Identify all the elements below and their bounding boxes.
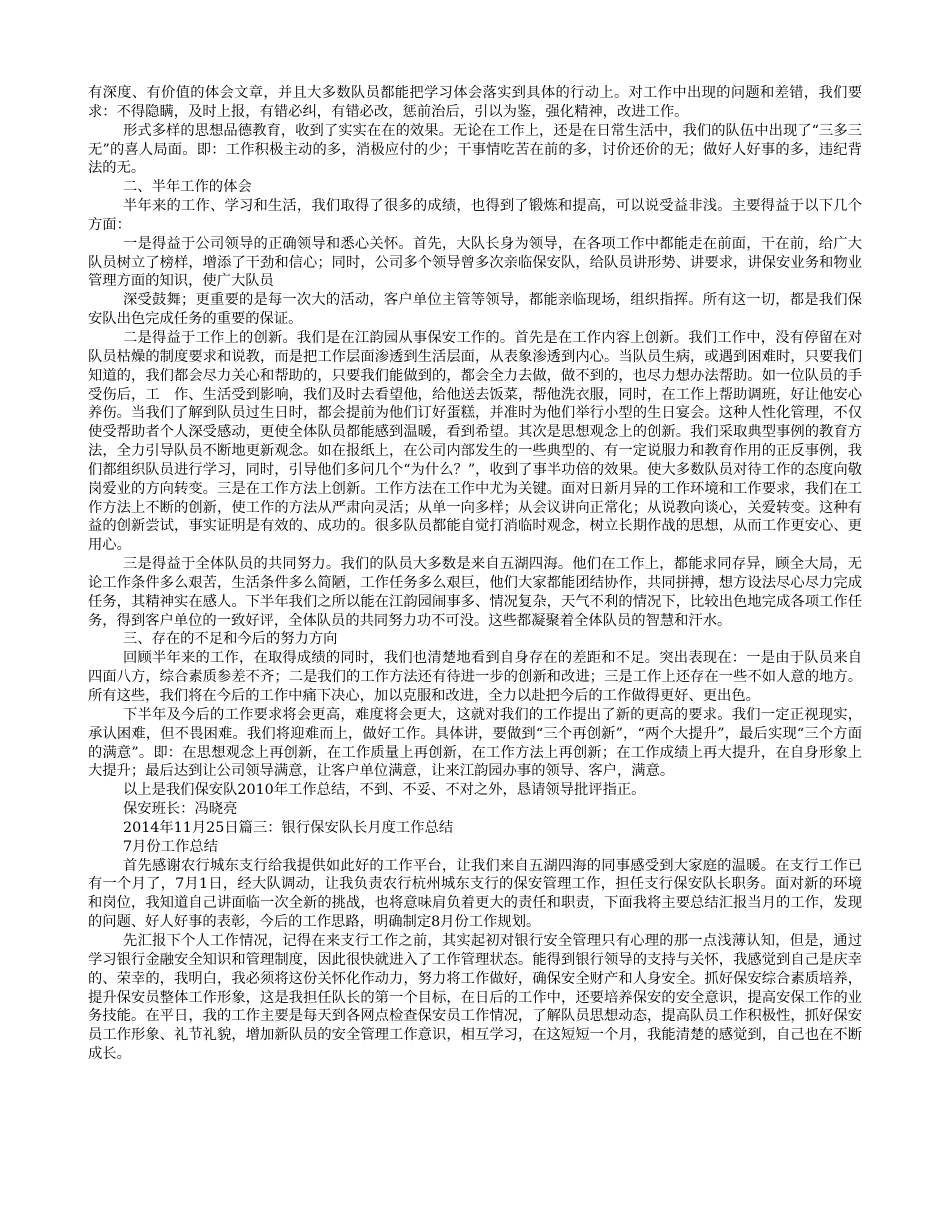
section-heading: 三、存在的不足和今后的努力方向 xyxy=(123,631,338,648)
paragraph: 回顾半年来的工作，在取得成绩的同时，我们也清楚地看到自身存在的差距和不足。突出表现在：一是由于队员来自四面八方，综合素质参差不齐；二是我们的工作方法还有待进一步的创新和改进；三是工作上还存在一些不如人意的地方。所有这些，我们将在今后的工作中痛下决心，加以克服和改进，全力以赴把今后的工作做得更好、更出色。 xyxy=(88,650,862,704)
paragraph: 先汇报下个人工作情况，记得在来支行工作之前，其实起初对银行安全管理只有心理的那一点浅薄认知，但是，通过学习银行金融安全知识和管理制度，因此很快就进入了工作管理状态。能得到银行领导的支持与关怀，我感觉到自己是庆幸的、荣幸的，我明白，我必须将这份关怀化作动力，努力将工作做好，确保安全财产和人身安全。抓好保安综合素质培养，提升保安员整体工作形象，这是我担任队长的第一个目标，在日后的工作中，还要培养保安的安全意识，提高安保工作的业务技能。在平日，我的工作主要是每天到各网点检查保安员工作情况，了解队员思想动态，提高队员工作积极性，抓好保安员工作形象、礼节礼貌，增加新队员的安全管理工作意识，相互学习，在这短短一个月，我能清楚的感觉到，自己也在不断成长。 xyxy=(88,932,862,1063)
section-heading: 二、半年工作的体会 xyxy=(123,179,252,196)
paragraph: 形式多样的思想品德教育，收到了实实在在的效果。无论在工作上，还是在日常生活中，我们的队伍中出现了“三多三无”的喜人局面。即：工作积极主动的多，消极应付的少；干事情吃苦在前的多，讨价还价的无；做好人好事的多，违纪背法的无。 xyxy=(88,122,862,177)
paragraph: 深受鼓舞；更重要的是每一次大的活动，客户单位主管等领导，都能亲临现场，组织指挥。所有这一切，都是我们保安队出色完成任务的重要的保证。 xyxy=(88,292,862,328)
date-title-line: 2014年11月25日篇三：银行保安队长月度工作总结 xyxy=(123,819,454,836)
paragraph: 有深度、有价值的体会文章，并且大多数队员都能把学习体会落实到具体的行动上。对工作中出现的问题和差错，我们要求：不得隐瞒，及时上报，有错必纠，有错必改，惩前治后，引以为鉴，强化精神，改进工作。 xyxy=(88,85,862,120)
paragraph: 下半年及今后的工作要求将会更高，难度将会更大，这就对我们的工作提出了新的更高的要求。我们一定正视现实，承认困难，但不畏困难。我们将迎难而上，做好工作。具体讲，要做到“三个再创新”，“两个大提升”，最后实现“三个方面的满意”。即：在思想观念上再创新，在工作质量上再创新，在工作方法上再创新；在工作成绩上再大提升，在自身形象上大提升；最后达到让公司领导满意，让客户单位满意，让来江韵园办事的领导、客户，满意。 xyxy=(88,706,862,780)
paragraph: 一是得益于公司领导的正确领导和悉心关怀。首先，大队长身为领导，在各项工作中都能走在前面，干在前，给广大队员树立了榜样，增添了干劲和信心；同时，公司多个领导曾多次亲临保安队，给队员讲形势、讲要求，讲保安业务和物业管理方面的知识，使广大队员 xyxy=(88,235,862,290)
paragraph: 二是得益于工作上的创新。我们是在江韵园从事保安工作的。首先是在工作内容上创新。我们工作中，没有停留在对队员枯燥的制度要求和说教，而是把工作层面渗透到生活层面，从表象渗透到内心。当队员生病，或遇到困难时，只要我们知道的，我们都会尽力关心和帮助的，只要我们能做到的，都会全力去做，做不到的，也尽力想办法帮助。如一位队员的手受伤后，工 作、生活受到影响，我们及时去看望他，给他送去饭菜，帮他洗衣服，同时，在工作上帮助调班，好让他安心养伤。当我们了解到队员过生日时，都会提前为他们订好蛋糕，并准时为他们举行小型的生日宴会。这种人性化管理，不仅使受帮助者个人深受感动，更使全体队员都能感到温暖，看到希望。其次是思想观念上的创新。我们采取典型事例的教育方法，全力引导队员不断地更新观念。如在报纸上，在公司内部发生的一些典型的、有一定说服力和教育作用的正反事例，我们都组织队员进行学习，同时，引导他们多问几个“为什么？”，收到了事半功倍的效果。使大多数队员对待工作的态度向敬岗爱业的方向转变。三是在工作方法上创新。工作方法在工作中尤为关键。面对日新月异的工作环境和工作要求，我们在工作方法上不断的创新，使工作的方法从严肃向灵活；从单一向多样；从会议讲向正常化；从说教向谈心，关爱转变。这种有益的创新尝试，事实证明是有效的、成功的。很多队员都能自觉打消临时观念，树立长期作战的思想，从而工作更安心、更用心。 xyxy=(88,329,862,554)
document-body xyxy=(88,84,862,1064)
paragraph: 三是得益于全体队员的共同努力。我们的队员大多数是来自五湖四海。他们在工作上，都能求同存异，顾全大局，无论工作条件多么艰苦，生活条件多么简陋，工作任务多么艰巨，他们大家都能团结协作，共同拼搏，想方设法尽心尽力完成任务，其精神实在感人。下半年我们之所以能在江韵园闹事多、情况复杂，天气不利的情况下，比较出色地完成各项工作任务，得到客户单位的一致好评，全体队员的共同努力功不可没。这些都凝聚着全体队员的智慧和汗水。 xyxy=(88,556,862,629)
subsection-title: 7月份工作总结 xyxy=(123,838,218,855)
paragraph: 半年来的工作、学习和生活，我们取得了很多的成绩，也得到了锻炼和提高，可以说受益非浅。主要得益于以下几个方面： xyxy=(88,198,862,233)
paragraph: 以上是我们保安队2010年工作总结，不到、不妥、不对之外，恳请领导批评指正。 xyxy=(123,782,646,799)
paragraph: 首先感谢农行城东支行给我提供如此好的工作平台，让我们来自五湖四海的同事感受到大家庭的温暖。在支行工作已有一个月了，7月1日，经大队调动，让我负责农行杭州城东支行的保安管理工作，担任支行保安队长职务。面对新的环境和岗位，我知道自己讲面临一次全新的挑战，也将意味肩负着更大的责任和职责，下面我将主要总结汇报当月的工作，发现的问题、好人好事的表彰，今后的工作思路，明确制定8月份工作规划。 xyxy=(88,857,862,931)
signature-line: 保安班长：冯晓亮 xyxy=(123,801,238,818)
